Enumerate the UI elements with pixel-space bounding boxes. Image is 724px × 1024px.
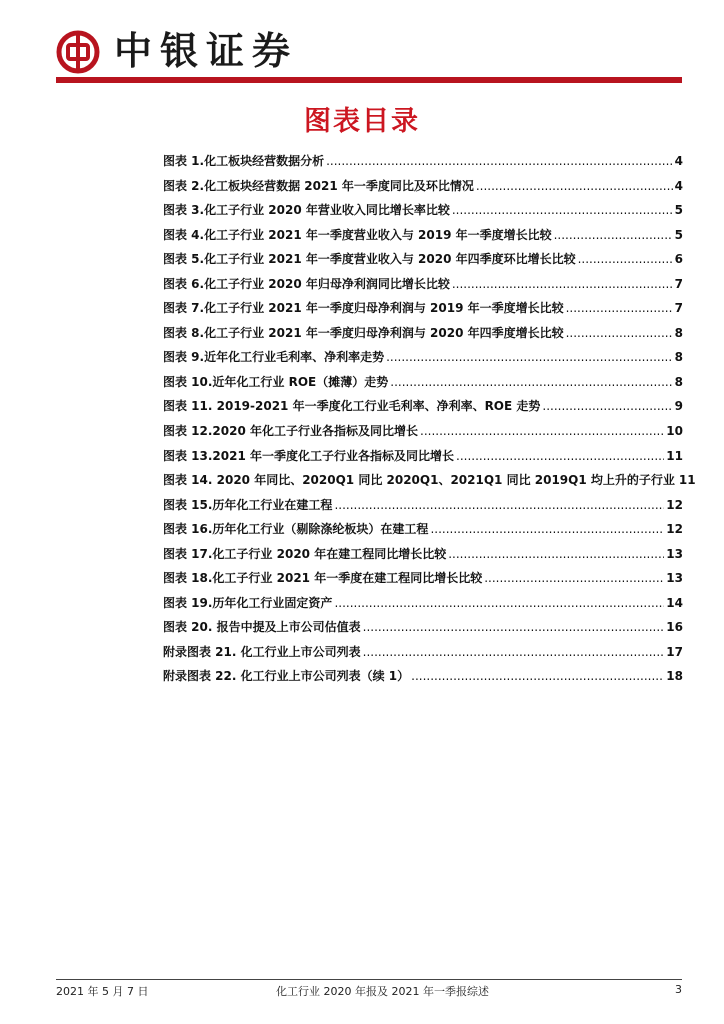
bank-of-china-logo-icon <box>56 30 100 74</box>
toc-entry-label[interactable]: 图表 18.化工子行业 2021 年一季度在建工程同比增长比较 <box>163 571 483 586</box>
toc-entry-page[interactable]: 4 <box>674 178 683 193</box>
toc-dot-leader <box>334 596 664 610</box>
toc-entry-label[interactable]: 图表 5.化工子行业 2021 年一季度营业收入与 2020 年四季度环比增长比较 <box>163 252 576 267</box>
toc-dot-leader <box>363 645 665 659</box>
toc-dot-leader <box>554 228 673 242</box>
toc-dot-leader <box>390 375 672 389</box>
toc-entry[interactable] <box>163 422 683 447</box>
table-of-figures <box>163 152 696 692</box>
toc-entry-label[interactable]: 附录图表 21. 化工行业上市公司列表 <box>163 644 361 659</box>
toc-entry[interactable] <box>163 618 683 643</box>
toc-dot-leader <box>430 522 664 536</box>
footer-report-title: 化工行业 2020 年报及 2021 年一季报综述 <box>276 985 489 998</box>
toc-entry-page[interactable]: 11 <box>666 448 683 463</box>
toc-entry-label[interactable]: 附录图表 22. 化工行业上市公司列表（续 1） <box>163 669 410 684</box>
toc-entry-page[interactable]: 8 <box>674 325 683 340</box>
toc-dot-leader <box>452 277 673 291</box>
toc-entry-page[interactable]: 16 <box>666 620 683 635</box>
page-header <box>56 26 676 76</box>
toc-entry-page[interactable]: 11 <box>678 473 696 488</box>
toc-entry[interactable] <box>163 275 683 300</box>
toc-dot-leader <box>542 399 672 413</box>
toc-entry[interactable] <box>163 324 683 349</box>
toc-dot-leader <box>334 498 664 512</box>
toc-entry-label[interactable]: 图表 7.化工子行业 2021 年一季度归母净利润与 2019 年一季度增长比较 <box>163 301 564 316</box>
toc-entry[interactable] <box>163 496 683 521</box>
toc-entry[interactable] <box>163 226 683 251</box>
toc-entry-label[interactable]: 图表 14. 2020 年同比、2020Q1 同比 2020Q1、2021Q1 同比 2019Q1 均上升的子行业 <box>163 473 675 488</box>
toc-dot-leader <box>476 179 673 193</box>
toc-entry-label[interactable]: 图表 11. 2019-2021 年一季度化工行业毛利率、净利率、ROE 走势 <box>163 399 541 414</box>
toc-entry-label[interactable]: 图表 20. 报告中提及上市公司估值表 <box>163 620 361 635</box>
toc-entry[interactable] <box>163 520 683 545</box>
footer-divider <box>56 979 682 980</box>
toc-entry[interactable] <box>163 250 683 275</box>
toc-entry[interactable] <box>163 201 683 226</box>
toc-entry-page[interactable]: 12 <box>666 497 683 512</box>
toc-dot-leader <box>363 620 665 634</box>
toc-entry-label[interactable]: 图表 2.化工板块经营数据 2021 年一季度同比及环比情况 <box>163 178 474 193</box>
brand-name: 中银证券 <box>114 28 299 73</box>
toc-entry-page[interactable]: 7 <box>674 301 683 316</box>
toc-dot-leader <box>411 669 664 683</box>
toc-entry-page[interactable]: 10 <box>666 424 683 439</box>
toc-entry[interactable] <box>163 152 683 177</box>
toc-entry-label[interactable]: 图表 10.近年化工行业 ROE（摊薄）走势 <box>163 374 389 389</box>
footer-date: 2021 年 5 月 7 日 <box>56 985 149 998</box>
toc-entry[interactable] <box>163 299 683 324</box>
toc-entry[interactable] <box>163 569 683 594</box>
toc-entry-label[interactable]: 图表 13.2021 年一季度化工子行业各指标及同比增长 <box>163 448 455 463</box>
toc-entry-label[interactable]: 图表 6.化工子行业 2020 年归母净利润同比增长比较 <box>163 276 450 291</box>
toc-entry[interactable] <box>163 471 696 496</box>
toc-entry-page[interactable]: 8 <box>674 350 683 365</box>
toc-entry-page[interactable]: 18 <box>666 669 683 684</box>
toc-entry-page[interactable]: 6 <box>674 252 683 267</box>
toc-entry[interactable] <box>163 447 683 472</box>
toc-entry-label[interactable]: 图表 4.化工子行业 2021 年一季度营业收入与 2019 年一季度增长比较 <box>163 227 552 242</box>
toc-entry-label[interactable]: 图表 19.历年化工行业固定资产 <box>163 595 333 610</box>
footer-page-number: 3 <box>675 983 682 996</box>
toc-entry-label[interactable]: 图表 9.近年化工行业毛利率、净利率走势 <box>163 350 385 365</box>
toc-entry-page[interactable]: 12 <box>666 522 683 537</box>
header-divider <box>56 77 682 83</box>
toc-title: 图表目录 <box>304 106 420 137</box>
toc-dot-leader <box>484 571 664 585</box>
toc-entry[interactable] <box>163 594 683 619</box>
toc-entry[interactable] <box>163 667 683 692</box>
toc-entry-page[interactable]: 8 <box>674 374 683 389</box>
toc-entry-page[interactable]: 4 <box>674 154 683 168</box>
toc-entry[interactable] <box>163 177 683 202</box>
toc-entry-page[interactable]: 13 <box>666 571 683 586</box>
toc-dot-leader <box>566 326 673 340</box>
toc-entry-page[interactable]: 5 <box>674 203 683 218</box>
toc-dot-leader <box>326 154 673 168</box>
toc-dot-leader <box>566 301 673 315</box>
toc-entry[interactable] <box>163 643 683 668</box>
toc-entry-page[interactable]: 14 <box>666 595 683 610</box>
toc-entry-page[interactable]: 5 <box>674 227 683 242</box>
toc-entry-label[interactable]: 图表 8.化工子行业 2021 年一季度归母净利润与 2020 年四季度增长比较 <box>163 325 564 340</box>
toc-entry-label[interactable]: 图表 15.历年化工行业在建工程 <box>163 497 333 512</box>
toc-entry[interactable] <box>163 397 683 422</box>
toc-entry[interactable] <box>163 373 683 398</box>
toc-entry-label[interactable]: 图表 16.历年化工行业（剔除涤纶板块）在建工程 <box>163 522 429 537</box>
toc-dot-leader <box>452 203 673 217</box>
toc-entry-page[interactable]: 17 <box>666 644 683 659</box>
toc-entry-label[interactable]: 图表 1.化工板块经营数据分析 <box>163 154 325 168</box>
toc-dot-leader <box>448 547 664 561</box>
toc-entry-page[interactable]: 9 <box>674 399 683 414</box>
toc-entry-label[interactable]: 图表 17.化工子行业 2020 年在建工程同比增长比较 <box>163 546 447 561</box>
toc-dot-leader <box>386 350 673 364</box>
toc-entry[interactable] <box>163 348 683 373</box>
toc-entry-page[interactable]: 7 <box>674 276 683 291</box>
toc-entry-label[interactable]: 图表 3.化工子行业 2020 年营业收入同比增长率比较 <box>163 203 450 218</box>
toc-entry-label[interactable]: 图表 12.2020 年化工子行业各指标及同比增长 <box>163 424 419 439</box>
toc-entry-page[interactable]: 13 <box>666 546 683 561</box>
toc-entry[interactable] <box>163 545 683 570</box>
toc-dot-leader <box>456 449 664 463</box>
toc-dot-leader <box>420 424 664 438</box>
toc-dot-leader <box>578 252 673 266</box>
